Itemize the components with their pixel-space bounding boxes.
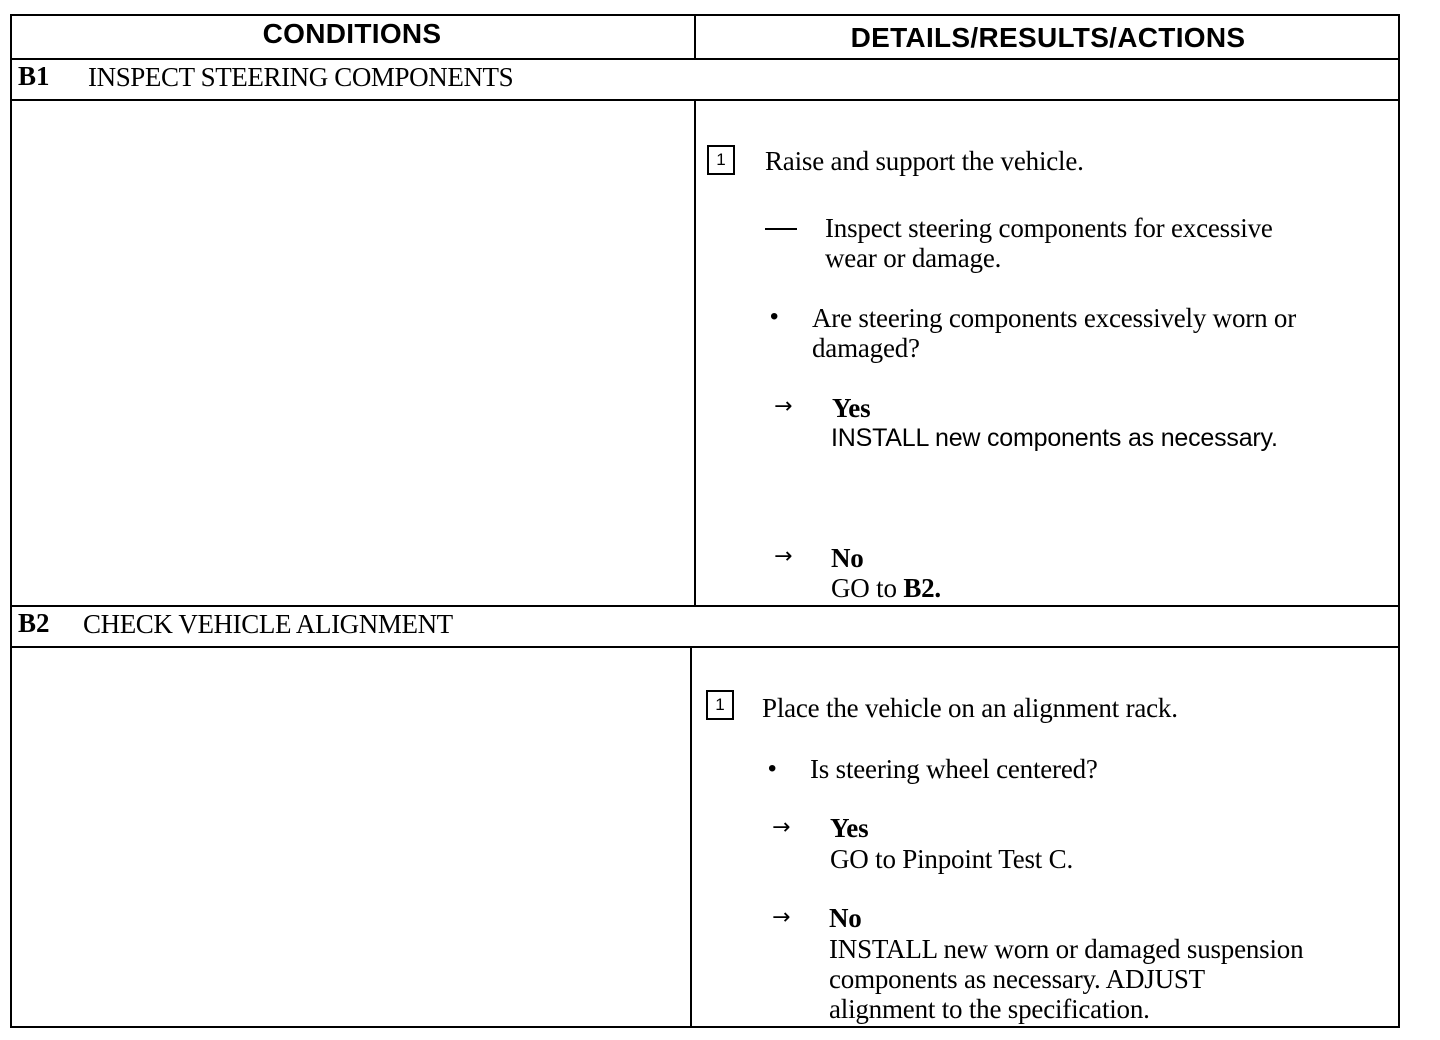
section-divider	[10, 605, 1400, 607]
no-label: No	[831, 543, 864, 573]
yes-action-text: INSTALL new components as necessary.	[831, 424, 1278, 452]
section-id: B1	[18, 61, 50, 91]
yes-action: GO to Pinpoint Test C.	[830, 844, 1073, 874]
section-column-divider	[690, 646, 692, 1028]
conditions-column-header: CONDITIONS	[262, 18, 442, 49]
section-id: B2	[18, 608, 50, 638]
section-title-rule	[10, 99, 1400, 101]
section-column-divider	[694, 99, 696, 607]
yes-action	[831, 423, 1278, 453]
section-title: INSPECT STEERING COMPONENTS	[88, 62, 514, 92]
bullet-marker: •	[768, 755, 777, 782]
details-column-header: DETAILS/RESULTS/ACTIONS	[850, 22, 1246, 53]
arrow-right-icon: →	[774, 394, 793, 419]
step-text: Raise and support the vehicle.	[765, 146, 1084, 176]
no-action-line-2: components as necessary. ADJUST	[829, 964, 1205, 994]
table-frame	[10, 14, 1400, 1028]
no-action-line-3: alignment to the specification.	[829, 994, 1150, 1024]
yes-label: Yes	[830, 813, 869, 843]
question-line-2: damaged?	[812, 333, 920, 363]
bullet-marker: •	[770, 303, 779, 330]
question-line-1: Are steering components excessively worn or	[812, 303, 1297, 333]
arrow-right-icon: →	[772, 905, 791, 930]
section-title: CHECK VEHICLE ALIGNMENT	[83, 609, 453, 639]
no-action-line-1: INSTALL new worn or damaged suspension	[829, 934, 1304, 964]
no-label: No	[829, 903, 862, 933]
header-bottom-rule	[10, 58, 1400, 60]
section-title-rule	[10, 646, 1400, 648]
dash-marker	[765, 228, 797, 230]
no-action-reference: B2.	[903, 573, 941, 603]
dash-item-line-2: wear or damage.	[825, 243, 1002, 273]
question-text: Is steering wheel centered?	[810, 754, 1098, 784]
arrow-right-icon: →	[774, 544, 793, 569]
arrow-right-icon: →	[772, 815, 791, 840]
step-number-box: 1	[707, 145, 735, 175]
no-action-prefix: GO to	[831, 573, 904, 603]
no-action	[831, 573, 941, 603]
yes-label: Yes	[832, 393, 871, 423]
dash-item-line-1: Inspect steering components for excessive	[825, 213, 1273, 243]
step-number-box: 1	[706, 690, 734, 720]
step-text: Place the vehicle on an alignment rack.	[762, 693, 1178, 723]
